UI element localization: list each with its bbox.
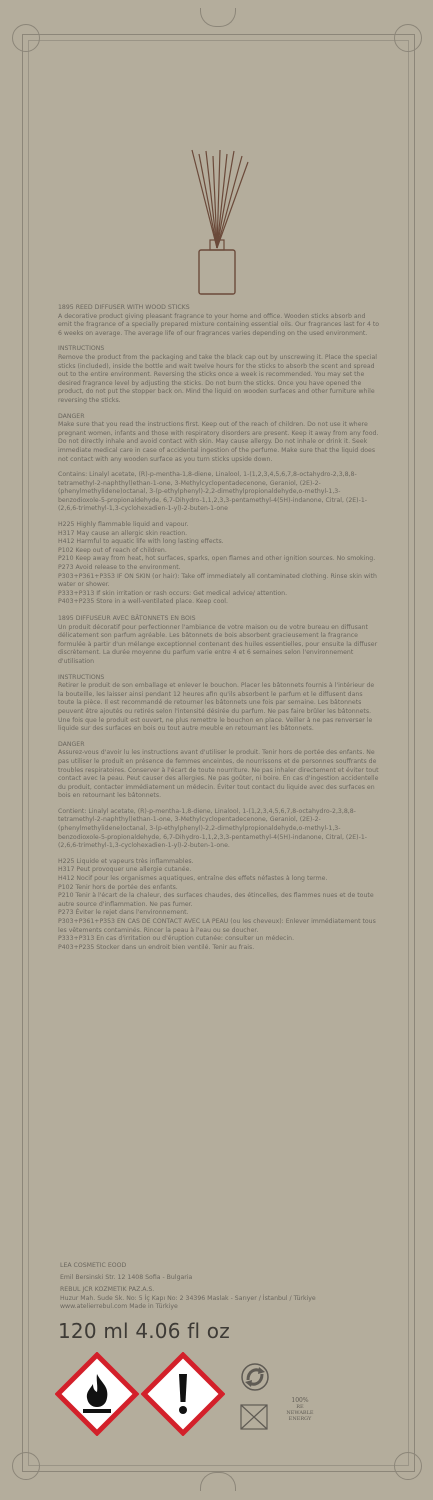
label-text (58, 304, 380, 960)
energy-line-1: RE (296, 1404, 304, 1410)
hazard-line: P303+P361+P353 EN CAS DE CONTACT AVEC LA PEAU (ou les cheveux): Enlever immédiatement tous les vêtements contaminés. Rincer la peau à l'eau ou se doucher. (58, 918, 376, 934)
renewable-energy-badge (285, 1398, 315, 1438)
en-instructions: Remove the product from the packaging and take the black cap out by unscrewing it. Place the special sticks (included), inside the bottle and wait twelve hours for the sticks to absorb the scent and spread out to the entire environment. Reversing the sticks once a week is recommended. You may set the desired fragrance level by adjusting the sticks. Do not burn the sticks. Once you have opened the product, do not put the stopper back on. Mind the liquid on wooden surfaces and other furniture while reversing the sticks. (58, 353, 378, 404)
hazard-line: P403+P235 Store in a well-ventilated place. Keep cool. (58, 598, 228, 606)
en-hazards (58, 521, 380, 607)
fr-contents: Contient: Linalyl acetate, (R)-p-mentha-1,8-diene, Linalool, 1-(1,2,3,4,5,6,7,8-octahydro-2,3,8,8- tetramethyl-2-naphthyl)ethan-1-one, 3-Methylcyclopentadecenone, Geraniol, (2E)-2-(phenylmethylidene)octanal, 3-(p-ethylphenyl)-2,2-dimethylpropionaldehyde,o-methyl-1,3-benzodioxole-5-propionaldehyde, 6,7-Dihydro-1,1,2,3,3-pentamethyl-4(5H)-indanone, Citral, (2E)-1-(2,6,6-trimethyl-1,3-cyclohexadien-1-yl)-2-buten-1-one. (58, 807, 367, 850)
fr-instructions-heading: INSTRUCTIONS (58, 673, 105, 681)
volume-label: 120 ml 4.06 fl oz (58, 1319, 230, 1343)
producer-name: REBUL JCR KOZMETIK PAZ.A.S. (60, 1286, 155, 1294)
hazard-line: P403+P235 Stocker dans un endroit bien ventilé. Tenir au frais. (58, 943, 255, 951)
hazard-line: P273 Avoid release to the environment. (58, 564, 181, 572)
hazard-line: H317 May cause an allergic skin reaction. (58, 529, 188, 537)
energy-line-2: NEWABLE (286, 1410, 314, 1416)
energy-percent: 100% (291, 1397, 309, 1404)
hazard-line: P102 Tenir hors de portée des enfants. (58, 883, 178, 891)
website: www.atelierrebul.com Made in Türkiye (60, 1303, 178, 1311)
en-instructions-heading: INSTRUCTIONS (58, 345, 105, 353)
hazard-line: H225 Liquide et vapeurs très inflammables. (58, 857, 194, 865)
hazard-line: P102 Keep out of reach of children. (58, 546, 167, 554)
corner-ornament (394, 24, 422, 52)
fr-danger-heading: DANGER (58, 740, 85, 748)
fr-title: 1895 DIFFUSEUR AVEC BÂTONNETS EN BOIS (58, 615, 196, 622)
hazard-line: P210 Tenir à l'écart de la chaleur, des surfaces chaudes, des étincelles, des flammes nues et de toute autre source d'inflammation. Ne pas fumer. (58, 892, 374, 908)
en-contents: Contains: Linalyl acetate, (R)-p-mentha-1,8-diene, Linalool, 1-(1,2,3,4,5,6,7,8-octahydro-2,3,8,8-tetramethyl-2-naphthyl)ethan-1-one, 3-Methylcyclopentadecenone, Geraniol, (2E)-2-(phenylmethylidene)octanal, 3-(p-ethylphenyl)-2,2-dimethylpropionaldehyde,o-methyl-1,3-benzodioxole-5-propionaldehyde, 6,7-Dihydro-1,1,2,3,3-pentamethyl-4(5H)-indanone, Citral, (2E)-1-(2,6,6-trimethyl-1,3-cyclohexadien-1-yl)-2-buten-1-one (58, 471, 367, 513)
fr-instructions: Retirer le produit de son emballage et enlever le bouchon. Placer les bâtonnets fournis à l'intérieur de la bouteille, les laisser ainsi pendant 12 heures afin qu'ils absorbent le parfum et le diffusent dans toute la pièce. Il est recommandé de retourner les bâtonnets une fois par semaine. Les bâtonnets peuvent être ajoutés ou retirés selon l'intensité désirée du parfum. Ne pas faire brûler les bâtonnets. Une fois que le produit est ouvert, ne plus remettre le bouchon en place. Veiller à ne pas renverser le liquide sur des surfaces en bois ou tout autre meuble en retournant les bâtonnets. (58, 682, 375, 733)
hazard-line: H225 Highly flammable liquid and vapour. (58, 521, 189, 529)
producer-address: Huzur Mah. Sude Sk. No: 5 İç Kapı No: 2 34396 Maslak - Sarıyer / İstanbul / Türkiye (60, 1294, 316, 1302)
corner-ornament (12, 24, 40, 52)
reed-diffuser-icon (182, 148, 252, 298)
hazard-line: P303+P361+P353 IF ON SKIN (or hair): Take off immediately all contaminated clothing. Rinse skin with water or shower. (58, 572, 377, 589)
en-intro: A decorative product giving pleasant fragrance to your home and office. Wooden sticks absorb and emit the fragrance of a specially prepared mixture containing essential oils. Our fragrances last for 4 to 6 weeks on average. The average life of our fragrances varies depending on the used environment. (58, 312, 380, 337)
hazard-line: P273 Éviter le rejet dans l'environnement. (58, 909, 189, 917)
hazard-line: P210 Keep away from heat, hot surfaces, sparks, open flames and other ignition sources. No smoking. (58, 555, 376, 563)
en-danger: Make sure that you read the instructions first. Keep out of the reach of children. Do not use it where pregnant women, infants and those with respiratory disorders are present. Keep it away from any food. Do not directly inhale and avoid contact with skin. May cause allergy. Do not inhale or drink it. Seek immediate medical care in case of accidental ingestion of the perfume. Make sure that the liquid does not contact with any wooden surface as you turn sticks upside down. (58, 421, 379, 463)
corner-ornament (12, 1452, 40, 1480)
hazard-line: H412 Nocif pour les organismes aquatiques, entraîne des effets néfastes à long terme. (58, 875, 328, 883)
exclamation-hazard-icon (141, 1352, 225, 1436)
fr-danger: Assurez-vous d'avoir lu les instructions avant d'utiliser le produit. Tenir hors de portée des enfants. Ne pas utiliser le produit en présence de femmes enceintes, de nourrissons et de personnes souffrants de troubles respiratoires. Conserver à l'écart de toute nourriture. Ne pas inhaler directement et éviter tout contact avec la peau. Peut causer des allergies. Ne pas goûter, ni boire. En cas d'ingestion accidentelle du produit, contacter immédiatement un médecin. Éviter tout contact du liquide avec des surfaces en bois en retournant les bâtonnets. (58, 749, 379, 800)
manufacturer-address: Emil Bersinski Str. 12 1408 Sofia - Bulgaria (60, 1273, 193, 1281)
top-ornament (200, 8, 236, 27)
fr-hazards (58, 858, 380, 953)
fr-intro: Un produit décoratif pour perfectionner l'ambiance de votre maison ou de votre bureau en diffusant délicatement son parfum agréable. Les bâtonnets de bois absorbent gracieusement la fragrance formulée à partir d'un mélange exceptionnel contenant des huiles essentielles, pour ensuite la diffuser discrètement. La durée moyenne du parfum varie entre 4 et 6 semaines selon l'environnement d'utilisation (58, 623, 378, 665)
bottom-ornament (200, 1472, 236, 1491)
manufacturer-block (60, 1262, 390, 1312)
hazard-line: H412 Harmful to aquatic life with long lasting effects. (58, 538, 224, 546)
recycle-icon (240, 1360, 270, 1394)
hazard-line: P333+P313 If skin irritation or rash occurs: Get medical advice/ attention. (58, 589, 288, 597)
en-danger-heading: DANGER (58, 412, 85, 420)
recyclable-box-icon (240, 1404, 268, 1430)
manufacturer-name: LEA COSMETIC EOOD (60, 1262, 127, 1269)
energy-line-3: ENERGY (288, 1416, 312, 1422)
hazard-line: H317 Peut provoquer une allergie cutanée. (58, 866, 192, 874)
en-title: 1895 REED DIFFUSER WITH WOOD STICKS (58, 304, 190, 311)
flame-hazard-icon (55, 1352, 139, 1436)
corner-ornament (394, 1452, 422, 1480)
hazard-line: P333+P313 En cas d'irritation ou d'éruption cutanée: consulter un médecin. (58, 935, 295, 943)
